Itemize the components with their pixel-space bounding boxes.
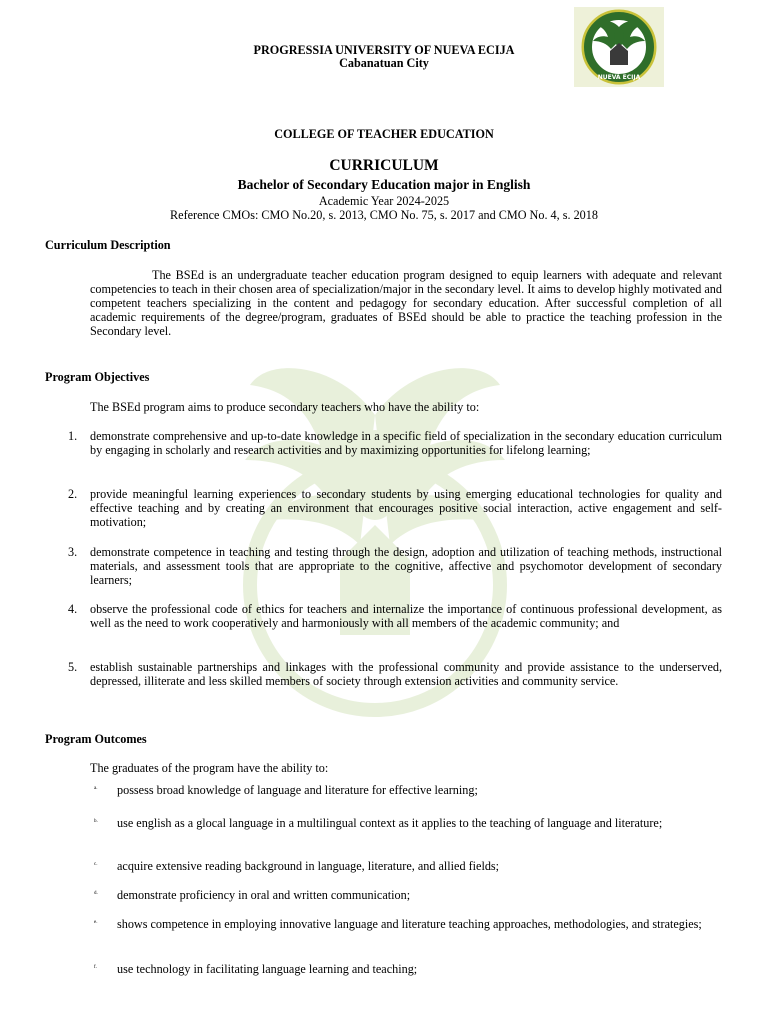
outcomes-heading: Program Outcomes [45, 732, 147, 746]
objective-number: 2. [68, 487, 78, 501]
outcome-item: possess broad knowledge of language and literature for effective learning; [117, 783, 478, 797]
outcome-item: acquire extensive reading background in language, literature, and allied fields; [117, 859, 500, 873]
outcome-marker: d. [94, 891, 98, 896]
college-name: COLLEGE OF TEACHER EDUCATION [274, 127, 494, 141]
university-logo [574, 7, 664, 87]
objective-item: demonstrate comprehensive and up-to-date knowledge in a specific field of specialization in the secondary education curriculum by engaging in scholarly and research activities and by maximizing opportunities for lifelong learning; [90, 429, 722, 457]
outcome-marker: c. [94, 862, 98, 867]
outcomes-intro: The graduates of the program have the ability to: [90, 761, 329, 775]
description-text: The BSEd is an undergraduate teacher education program designed to equip learners with adequate and relevant competencies to teach in their chosen area of specialization/major in the secondary level. It aims to develop highly motivated and competent teachers specializing in the content and pedagogy for secondary education. After successful completion of all academic requirements of the degree/program, graduates of BSEd should be able to practice the teaching profession in the Secondary level. [90, 268, 722, 338]
objective-item: demonstrate competence in teaching and testing through the design, adoption and utilization of teaching methods, instructional materials, and assessment tools that are appropriate to the cognitive, affective and psychomotor development of secondary learners; [90, 545, 722, 587]
reference-cmos: Reference CMOs: CMO No.20, s. 2013, CMO No. 75, s. 2017 and CMO No. 4, s. 2018 [170, 208, 598, 222]
objective-item: provide meaningful learning experiences to secondary students by using emerging educational technologies for quality and effective teaching and by creating an environment that encourages positive social interaction, active engagement and self-motivation; [90, 487, 722, 529]
description-heading: Curriculum Description [45, 238, 171, 252]
outcome-item: use technology in facilitating language learning and teaching; [117, 962, 418, 976]
outcome-item: demonstrate proficiency in oral and written communication; [117, 888, 411, 902]
outcome-marker: a. [94, 786, 98, 791]
objective-number: 4. [68, 602, 78, 616]
page-title: CURRICULUM [329, 157, 439, 174]
university-seal-icon [574, 7, 664, 87]
academic-year: Academic Year 2024-2025 [318, 194, 450, 208]
outcome-item: shows competence in employing innovative language and literature teaching approaches, methodologies, and strategies; [117, 917, 702, 931]
objectives-heading: Program Objectives [45, 370, 150, 384]
logo-text: NUEVA ECIJA [597, 74, 641, 81]
objective-number: 3. [68, 545, 78, 559]
objective-number: 1. [68, 429, 78, 443]
outcome-marker: f. [94, 965, 97, 970]
program-name: Bachelor of Secondary Education major in English [237, 177, 531, 192]
objective-item: observe the professional code of ethics for teachers and internalize the importance of continuous professional development, as well as the need to work cooperatively and harmoniously with all members of the academic community; and [90, 602, 722, 630]
outcome-marker: e. [94, 920, 98, 925]
university-city: Cabanatuan City [339, 56, 429, 70]
outcome-item: use english as a glocal language in a multilingual context as it applies to the teaching of language and literature; [117, 816, 663, 830]
objective-number: 5. [68, 660, 78, 674]
university-name: PROGRESSIA UNIVERSITY OF NUEVA ECIJA [253, 43, 515, 57]
objective-item: establish sustainable partnerships and linkages with the professional community and provide assistance to the underserved, depressed, illiterate and less skilled members of society through extension activities and community service. [90, 660, 722, 688]
objectives-intro: The BSEd program aims to produce secondary teachers who have the ability to: [90, 400, 480, 414]
outcome-marker: b. [94, 819, 98, 824]
